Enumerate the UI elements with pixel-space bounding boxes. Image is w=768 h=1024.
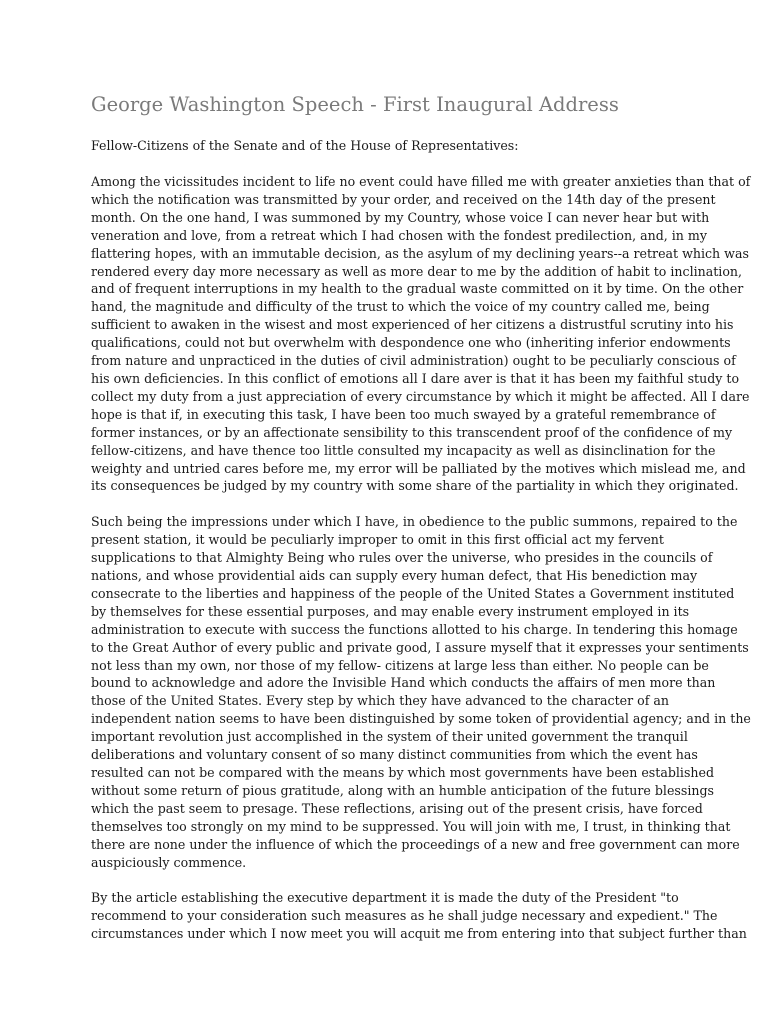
document-title: George Washington Speech - First Inaugural Address <box>91 93 619 116</box>
paragraph-3: By the article establishing the executive department it is made the duty of the President "to recommend to your consideration such measures as he shall judge necessary and expedient." The circumstances under which I now meet you will acquit me from entering into that subject further than <box>91 890 747 942</box>
document-page <box>91 92 751 961</box>
salutation: Fellow-Citizens of the Senate and of the House of Representatives: <box>91 138 519 153</box>
paragraph-1: Among the vicissitudes incident to life no event could have filled me with greater anxieties than that of which the notification was transmitted by your order, and received on the 14th day of the present month. On the one hand, I was summoned by my Country, whose voice I can never hear but with veneration and love, from a retreat which I had chosen with the fondest predilection, and, in my flattering hopes, with an immutable decision, as the asylum of my declining years--a retreat which was rendered every day more necessary as well as more dear to me by the addition of habit to inclination, and of frequent interruptions in my health to the gradual waste committed on it by time. On the other hand, the magnitude and difficulty of the trust to which the voice of my country called me, being sufficient to awaken in the wisest and most experienced of her citizens a distrustful scrutiny into his qualifications, could not but overwhelm with despondence one who (inheriting inferior endowments from nature and unpracticed in the duties of civil administration) ought to be peculiarly conscious of his own deficiencies. In this conflict of emotions all I dare aver is that it has been my faithful study to collect my duty from a just appreciation of every circumstance by which it might be affected. All I dare hope is that if, in executing this task, I have been too much swayed by a grateful remembrance of former instances, or by an affectionate sensibility to this transcendent proof of the confidence of my fellow-citizens, and have thence too little consulted my incapacity as well as disinclination for the weighty and untried cares before me, my error will be palliated by the motives which mislead me, and its consequences be judged by my country with some share of the partiality in which they originated. <box>91 174 751 494</box>
paragraph-2: Such being the impressions under which I have, in obedience to the public summons, repaired to the present station, it would be peculiarly improper to omit in this first official act my fervent supplications to that Almighty Being who rules over the universe, who presides in the councils of nations, and whose providential aids can supply every human defect, that His benediction may consecrate to the liberties and happiness of the people of the United States a Government instituted by themselves for these essential purposes, and may enable every instrument employed in its administration to execute with success the functions allotted to his charge. In tendering this homage to the Great Author of every public and private good, I assure myself that it expresses your sentiments not less than my own, nor those of my fellow- citizens at large less than either. No people can be bound to acknowledge and adore the Invisible Hand which conducts the affairs of men more than those of the United States. Every step by which they have advanced to the character of an independent nation seems to have been distinguished by some token of providential agency; and in the important revolution just accomplished in the system of their united government the tranquil deliberations and voluntary consent of so many distinct communities from which the event has resulted can not be compared with the means by which most governments have been established without some return of pious gratitude, along with an humble anticipation of the future blessings which the past seem to presage. These reflections, arising out of the present crisis, have forced themselves too strongly on my mind to be suppressed. You will join with me, I trust, in thinking that there are none under the influence of which the proceedings of a new and free government can more auspiciously commence. <box>91 514 751 870</box>
